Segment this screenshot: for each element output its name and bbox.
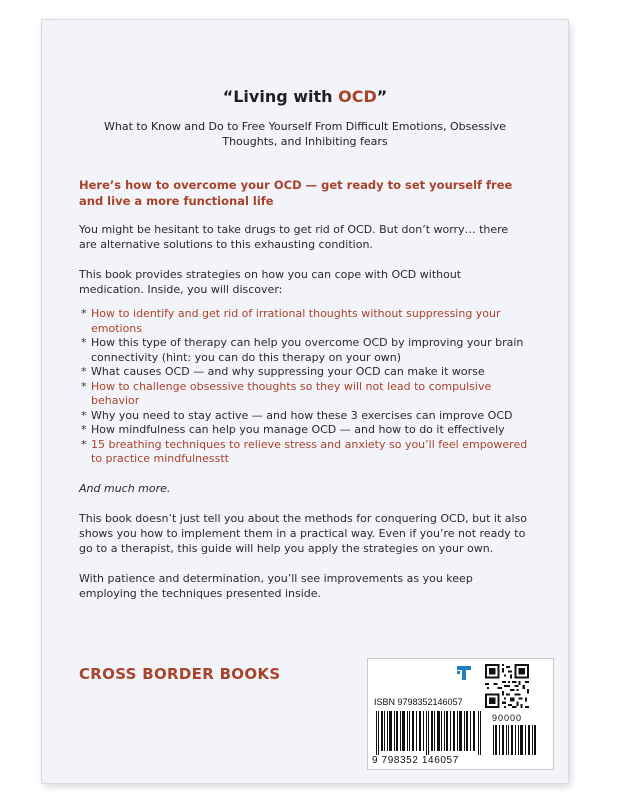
blurb-paragraph: This book doesn’t just tell you about the methods for conquering OCD, but it also shows you how to implement them in a practical way. Even if you’re not ready to go to a therapist, this guide will help you apply the strategies on your own. — [79, 511, 528, 555]
list-item: * How to challenge obsessive thoughts so they will not lead to compulsive behavior — [79, 380, 529, 409]
addon-barcode-icon — [492, 725, 537, 755]
book-subtitle: What to Know and Do to Free Yourself From Difficult Emotions, Obsessive Thoughts, and Inhibiting fears — [104, 120, 506, 148]
blurb-headline: Here’s how to overcome your OCD — get ready to set yourself free and live a more functional life — [79, 178, 513, 208]
list-item: * How this type of therapy can help you overcome OCD by improving your brain connectivity (hint: you can do this therapy on your own) — [79, 336, 529, 365]
qr-code-icon — [485, 664, 529, 708]
barcode-box — [367, 658, 554, 770]
publisher-name: CROSS BORDER BOOKS — [79, 665, 281, 683]
list-item: * What causes OCD — and why suppressing your OCD can make it worse — [79, 365, 529, 380]
benefit-list — [79, 307, 529, 467]
list-item: * 15 breathing techniques to relieve stress and anxiety so you’ll feel empowered to practice mindfulnesstt — [79, 438, 529, 467]
and-much-more: And much more. — [79, 481, 171, 495]
book-title — [42, 87, 568, 106]
blurb-paragraph: This book provides strategies on how you can cope with OCD without medication. Inside, you will discover: — [79, 268, 462, 296]
barcode-icon — [374, 711, 484, 755]
list-item: * How to identify and get rid of irrational thoughts without suppressing your emotions — [79, 307, 529, 336]
barcode-digits: 9 798352 146057 — [372, 755, 459, 766]
isbn-label: ISBN 9798352146057 — [374, 697, 463, 707]
title-accent: OCD — [338, 87, 377, 106]
title-suffix: ” — [376, 87, 388, 106]
blurb — [79, 177, 529, 616]
blurb-paragraph: With patience and determination, you’ll see improvements as you keep employing the techniques presented inside. — [79, 571, 473, 600]
publisher-logo-icon — [457, 666, 471, 680]
title-prefix: “Living with — [222, 87, 339, 106]
addon-code: 90000 — [492, 713, 523, 723]
list-item: * How mindfulness can help you manage OCD — and how to do it effectively — [79, 423, 529, 438]
list-item: * Why you need to stay active — and how these 3 exercises can improve OCD — [79, 409, 529, 424]
book-back-cover — [42, 20, 568, 783]
blurb-paragraph: You might be hesitant to take drugs to get rid of OCD. But don’t worry… there are alternative solutions to this exhausting condition. — [79, 223, 509, 251]
